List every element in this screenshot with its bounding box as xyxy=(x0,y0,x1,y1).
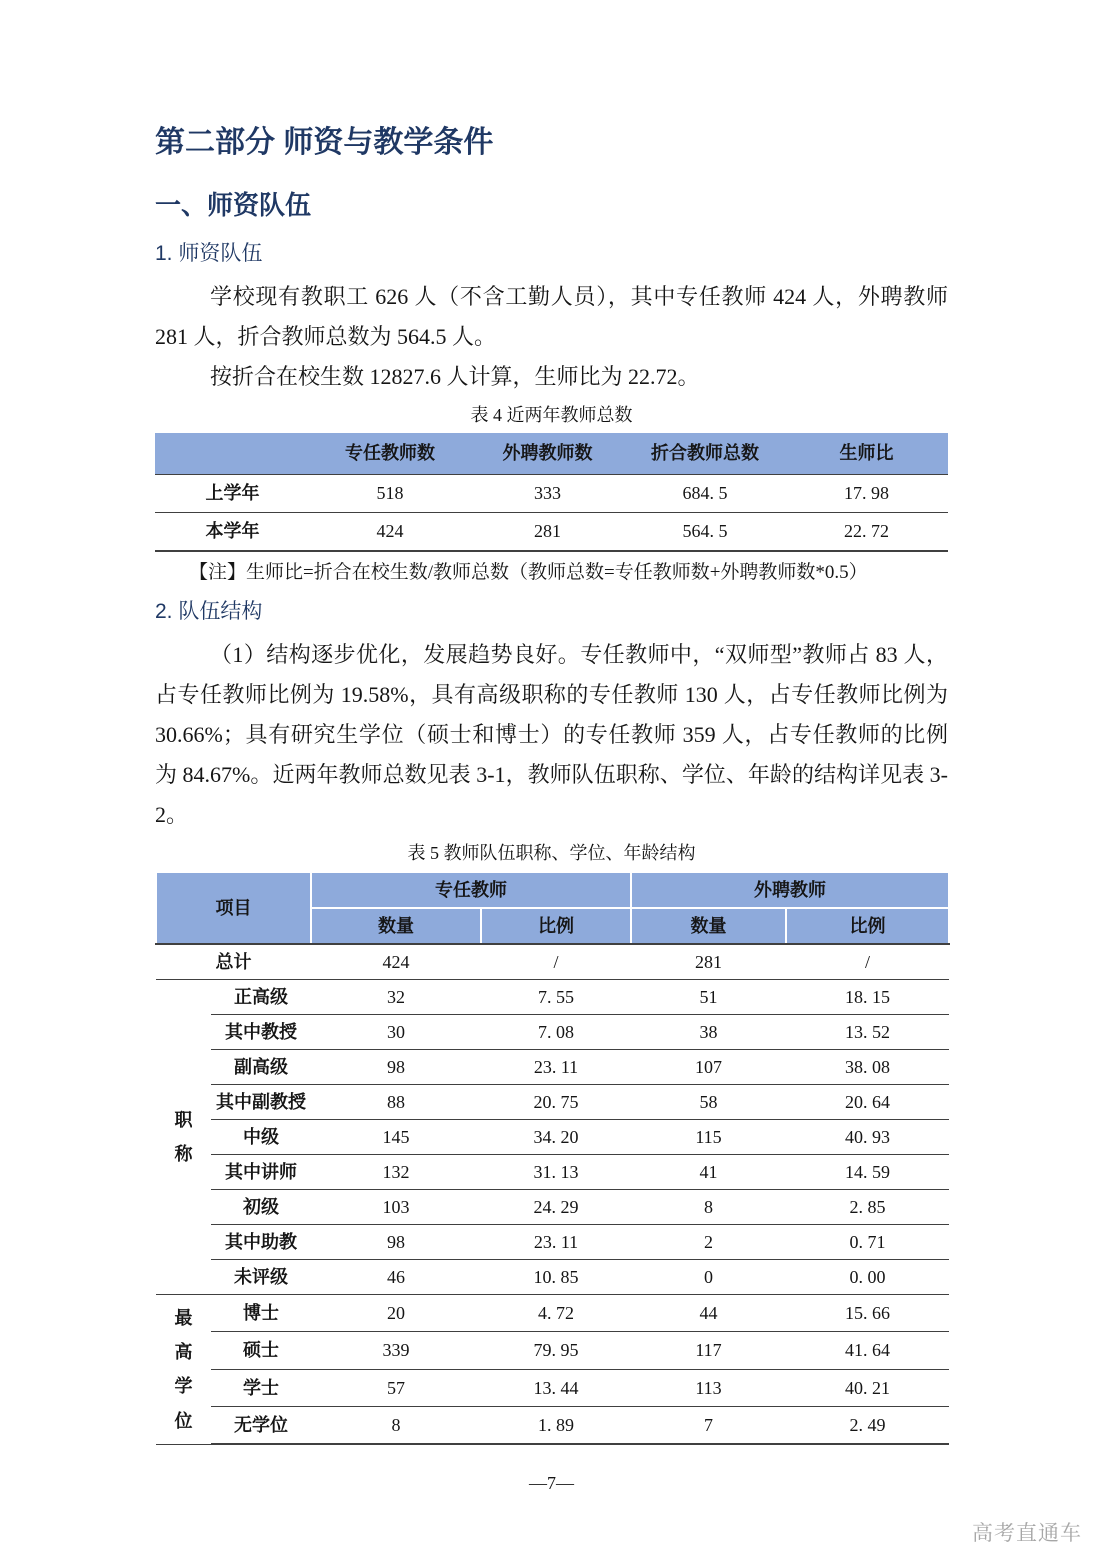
column-group-external: 外聘教师 xyxy=(631,872,949,908)
cell-value: 14. 59 xyxy=(786,1155,949,1190)
cell-value: 57 xyxy=(311,1369,481,1406)
row-label: 其中副教授 xyxy=(211,1085,311,1120)
table4-caption: 表 4 近两年教师总数 xyxy=(470,405,633,425)
cell-value: 145 xyxy=(311,1120,481,1155)
cell-value: 51 xyxy=(631,980,786,1015)
cell-value: 22. 72 xyxy=(785,513,948,552)
cell-value: 31. 13 xyxy=(481,1155,631,1190)
cell-value: 23. 11 xyxy=(481,1225,631,1260)
cell-value: 40. 21 xyxy=(786,1369,949,1406)
cell-value: 44 xyxy=(631,1295,786,1332)
cell-value: 2. 85 xyxy=(786,1190,949,1225)
row-label: 本学年 xyxy=(155,513,310,552)
page-number: —7— xyxy=(529,1473,574,1494)
cell-value: 2 xyxy=(631,1225,786,1260)
table-row-total xyxy=(156,944,949,980)
column-header-converted: 折合教师总数 xyxy=(625,433,785,475)
cell-value: 20 xyxy=(311,1295,481,1332)
table-row xyxy=(156,1225,949,1260)
cell-value: 281 xyxy=(470,513,625,552)
cell-value: 46 xyxy=(311,1260,481,1295)
column-header-count: 数量 xyxy=(311,908,481,944)
column-header-percent: 比例 xyxy=(481,908,631,944)
cell-value: 2. 49 xyxy=(786,1406,949,1444)
cell-value: 38. 08 xyxy=(786,1050,949,1085)
table-row xyxy=(156,1190,949,1225)
cell-value: 32 xyxy=(311,980,481,1015)
paragraph-staff-count: 学校现有教职工 626 人（不含工勤人员），其中专任教师 424 人，外聘教师 281 人，折合教师总数为 564.5 人。 xyxy=(155,284,948,349)
paragraph-student-ratio: 按折合在校生数 12827.6 人计算，生师比为 22.72。 xyxy=(210,364,700,389)
table-row xyxy=(155,513,948,552)
cell-value: 281 xyxy=(631,944,786,980)
table4-header-row xyxy=(155,433,948,475)
cell-value: 4. 72 xyxy=(481,1295,631,1332)
column-header-percent: 比例 xyxy=(786,908,949,944)
cell-value: 7 xyxy=(631,1406,786,1444)
row-label: 总计 xyxy=(156,944,311,980)
cell-value: 13. 52 xyxy=(786,1015,949,1050)
teacher-structure-table xyxy=(155,871,950,1445)
watermark: 高考直通车 xyxy=(972,1522,1082,1545)
group-cell-title xyxy=(156,980,211,1295)
cell-value: 20. 64 xyxy=(786,1085,949,1120)
cell-value: 1. 89 xyxy=(481,1406,631,1444)
cell-value: 518 xyxy=(310,475,470,513)
cell-value: 20. 75 xyxy=(481,1085,631,1120)
cell-value: 41 xyxy=(631,1155,786,1190)
row-label: 其中教授 xyxy=(211,1015,311,1050)
column-header-external: 外聘教师数 xyxy=(470,433,625,475)
cell-value: 564. 5 xyxy=(625,513,785,552)
row-label: 上学年 xyxy=(155,475,310,513)
table-row xyxy=(156,1085,949,1120)
cell-value: 424 xyxy=(311,944,481,980)
row-label: 初级 xyxy=(211,1190,311,1225)
row-label: 中级 xyxy=(211,1120,311,1155)
cell-value: 103 xyxy=(311,1190,481,1225)
cell-value: 8 xyxy=(311,1406,481,1444)
cell-value: 38 xyxy=(631,1015,786,1050)
cell-value: 23. 11 xyxy=(481,1050,631,1085)
row-label: 硕士 xyxy=(211,1332,311,1369)
group-cell-degree xyxy=(156,1295,211,1445)
cell-value: 79. 95 xyxy=(481,1332,631,1369)
table5-caption: 表 5 教师队伍职称、学位、年龄结构 xyxy=(407,843,696,863)
cell-value: 339 xyxy=(311,1332,481,1369)
cell-value: 115 xyxy=(631,1120,786,1155)
cell-value: 107 xyxy=(631,1050,786,1085)
table-row xyxy=(156,980,949,1015)
cell-value: 113 xyxy=(631,1369,786,1406)
column-group-fulltime: 专任教师 xyxy=(311,872,631,908)
section-title: 一、师资队伍 xyxy=(155,190,312,220)
cell-value: 132 xyxy=(311,1155,481,1190)
table-row xyxy=(156,1015,949,1050)
row-label: 副高级 xyxy=(211,1050,311,1085)
column-header-count: 数量 xyxy=(631,908,786,944)
subsection-title-2: 2. 队伍结构 xyxy=(155,600,263,623)
cell-value: 333 xyxy=(470,475,625,513)
document-page xyxy=(155,0,948,1494)
cell-value: 684. 5 xyxy=(625,475,785,513)
cell-value: 41. 64 xyxy=(786,1332,949,1369)
cell-value: 7. 08 xyxy=(481,1015,631,1050)
paragraph-team-structure: （1）结构逐步优化，发展趋势良好。专任教师中，“双师型”教师占 83 人，占专任教师比例为 19.58%，具有高级职称的专任教师 130 人，占专任教师比例为 30.66%；具有研究生学位（硕士和博士）的专任教师 359 人，占专任教师的比例为 84.67%。近两年教师总数见表 3-1，教师队伍职称、学位、年龄的结构详见表 3-2。 xyxy=(155,642,948,827)
row-label: 其中讲师 xyxy=(211,1155,311,1190)
row-label: 学士 xyxy=(211,1369,311,1406)
row-label: 未评级 xyxy=(211,1260,311,1295)
table-row xyxy=(155,475,948,513)
subsection-title-1: 1. 师资队伍 xyxy=(155,242,263,265)
cell-value: 24. 29 xyxy=(481,1190,631,1225)
cell-value: 0. 71 xyxy=(786,1225,949,1260)
table-row xyxy=(156,1120,949,1155)
group-label-title: 职称 xyxy=(174,1109,193,1164)
teacher-total-table xyxy=(155,433,948,552)
cell-value: 17. 98 xyxy=(785,475,948,513)
column-header-ratio: 生师比 xyxy=(785,433,948,475)
part-title: 第二部分 师资与教学条件 xyxy=(155,126,494,159)
table5-header-row-1 xyxy=(156,872,949,908)
table-row xyxy=(156,1369,949,1406)
cell-value: 98 xyxy=(311,1225,481,1260)
column-header-item: 项目 xyxy=(156,872,311,944)
cell-value: 8 xyxy=(631,1190,786,1225)
cell-value: 15. 66 xyxy=(786,1295,949,1332)
table-row xyxy=(156,1155,949,1190)
table4-note: 【注】生师比=折合在校生数/教师总数（教师总数=专任教师数+外聘教师数*0.5） xyxy=(189,562,868,583)
table-row xyxy=(156,1295,949,1332)
cell-value: 88 xyxy=(311,1085,481,1120)
cell-value: 0. 00 xyxy=(786,1260,949,1295)
group-label-degree: 最高学位 xyxy=(174,1308,193,1431)
table-row xyxy=(156,1406,949,1444)
cell-value: 0 xyxy=(631,1260,786,1295)
table-row xyxy=(156,1332,949,1369)
cell-value: / xyxy=(481,944,631,980)
cell-value: 40. 93 xyxy=(786,1120,949,1155)
cell-value: 13. 44 xyxy=(481,1369,631,1406)
cell-value: 7. 55 xyxy=(481,980,631,1015)
cell-value: 424 xyxy=(310,513,470,552)
cell-value: 30 xyxy=(311,1015,481,1050)
row-label: 正高级 xyxy=(211,980,311,1015)
row-label: 无学位 xyxy=(211,1406,311,1444)
row-label: 博士 xyxy=(211,1295,311,1332)
column-header-fulltime: 专任教师数 xyxy=(310,433,470,475)
cell-value: / xyxy=(786,944,949,980)
table-row xyxy=(156,1050,949,1085)
cell-value: 18. 15 xyxy=(786,980,949,1015)
cell-value: 58 xyxy=(631,1085,786,1120)
column-header-blank xyxy=(155,433,310,475)
cell-value: 98 xyxy=(311,1050,481,1085)
cell-value: 117 xyxy=(631,1332,786,1369)
table-row xyxy=(156,1260,949,1295)
cell-value: 34. 20 xyxy=(481,1120,631,1155)
row-label: 其中助教 xyxy=(211,1225,311,1260)
cell-value: 10. 85 xyxy=(481,1260,631,1295)
